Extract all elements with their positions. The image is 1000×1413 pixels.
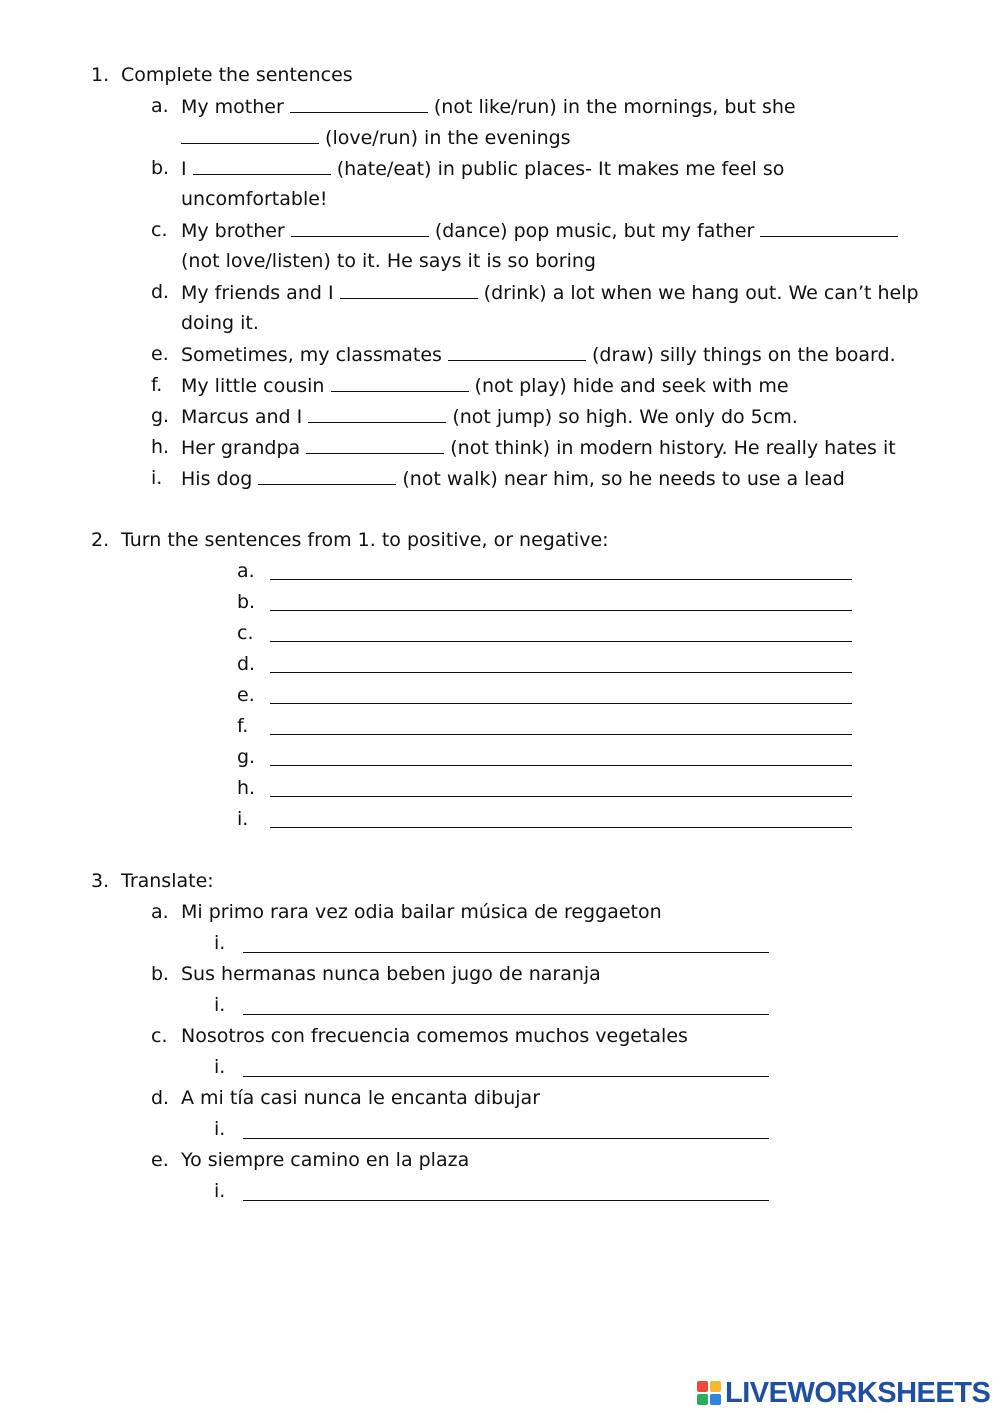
- item-1d-text: (drink) a lot when we hang out. We can’t help: [477, 282, 919, 304]
- item-1c-letter: c.: [151, 219, 168, 241]
- item-1c-line2: (not love/listen) to it. He says it is so boring: [181, 250, 596, 272]
- item-2c-letter: c.: [237, 622, 254, 644]
- item-3d-letter: d.: [151, 1087, 170, 1109]
- answer-blank-1f[interactable]: [331, 372, 469, 392]
- item-1f-letter: f.: [151, 374, 163, 396]
- item-2e-letter: e.: [237, 684, 255, 706]
- item-1d-letter: d.: [151, 281, 170, 303]
- item-3e-text: Yo siempre camino en la plaza: [181, 1149, 470, 1171]
- item-2g-letter: g.: [237, 746, 256, 768]
- item-3c-sub: i.: [214, 1056, 226, 1078]
- section-2-number: 2.: [91, 529, 110, 551]
- liveworksheets-logo: [697, 1373, 990, 1413]
- item-2a-letter: a.: [237, 560, 255, 582]
- answer-blank-1c-2[interactable]: [760, 217, 898, 237]
- item-1i-letter: i.: [151, 467, 163, 489]
- item-1e-letter: e.: [151, 343, 169, 365]
- answer-line-2b[interactable]: [270, 610, 852, 611]
- section-3-number: 3.: [91, 870, 110, 892]
- answer-line-3e[interactable]: [243, 1200, 769, 1201]
- item-1c-text: (dance) pop music, but my father: [428, 220, 761, 242]
- item-1c-text: My brother: [181, 220, 291, 242]
- item-1g-line: [181, 403, 798, 430]
- answer-blank-1d[interactable]: [340, 279, 478, 299]
- answer-line-2e[interactable]: [270, 703, 852, 704]
- item-1i-text: (not walk) near him, so he needs to use a lead: [396, 468, 845, 490]
- item-1d-text: My friends and I: [181, 282, 340, 304]
- answer-line-2h[interactable]: [270, 796, 852, 797]
- item-1b-text: (hate/eat) in public places- It makes me feel so: [330, 158, 785, 180]
- item-1b-line2: uncomfortable!: [181, 188, 328, 210]
- answer-blank-1a-2[interactable]: [181, 124, 319, 144]
- item-2d-letter: d.: [237, 653, 256, 675]
- item-1d-line1: [181, 279, 919, 306]
- item-1e-line: [181, 341, 896, 368]
- answer-blank-1a-1[interactable]: [290, 93, 428, 113]
- answer-line-2c[interactable]: [270, 641, 852, 642]
- item-1c-line1: [181, 217, 898, 244]
- item-1h-line: [181, 434, 896, 461]
- item-1h-text: (not think) in modern history. He really hates it: [444, 437, 896, 459]
- item-1i-text: His dog: [181, 468, 259, 490]
- item-3b-letter: b.: [151, 963, 170, 985]
- item-1a-text: (not like/run) in the mornings, but she: [427, 96, 796, 118]
- section-3-title: Translate:: [121, 870, 214, 892]
- item-3a-letter: a.: [151, 901, 169, 923]
- item-1f-text: My little cousin: [181, 375, 331, 397]
- answer-blank-1g[interactable]: [308, 403, 446, 423]
- item-3c-text: Nosotros con frecuencia comemos muchos vegetales: [181, 1025, 688, 1047]
- item-1a-text: (love/run) in the evenings: [319, 127, 571, 149]
- item-1d-line2: doing it.: [181, 312, 259, 334]
- item-3a-sub: i.: [214, 932, 226, 954]
- section-1-title: Complete the sentences: [121, 64, 353, 86]
- item-3b-sub: i.: [214, 994, 226, 1016]
- answer-line-2g[interactable]: [270, 765, 852, 766]
- item-1b-line1: [181, 155, 784, 182]
- item-1f-text: (not play) hide and seek with me: [468, 375, 789, 397]
- answer-line-2f[interactable]: [270, 734, 852, 735]
- item-1g-letter: g.: [151, 405, 170, 427]
- item-1f-line: [181, 372, 789, 399]
- item-3b-text: Sus hermanas nunca beben jugo de naranja: [181, 963, 601, 985]
- section-2-title: Turn the sentences from 1. to positive, or negative:: [121, 529, 609, 551]
- item-1b-text: I: [181, 158, 193, 180]
- item-1b-letter: b.: [151, 157, 170, 179]
- answer-line-2i[interactable]: [270, 827, 852, 828]
- item-3a-text: Mi primo rara vez odia bailar música de reggaeton: [181, 901, 662, 923]
- item-1g-text: Marcus and I: [181, 406, 309, 428]
- item-3c-letter: c.: [151, 1025, 168, 1047]
- answer-blank-1e[interactable]: [448, 341, 586, 361]
- item-3e-sub: i.: [214, 1180, 226, 1202]
- item-1g-text: (not jump) so high. We only do 5cm.: [446, 406, 798, 428]
- section-1-number: 1.: [91, 64, 110, 86]
- item-1e-text: (draw) silly things on the board.: [585, 344, 896, 366]
- answer-line-2d[interactable]: [270, 672, 852, 673]
- answer-blank-1b[interactable]: [193, 155, 331, 175]
- item-2f-letter: f.: [237, 715, 249, 737]
- answer-blank-1i[interactable]: [258, 465, 396, 485]
- item-2i-letter: i.: [237, 808, 249, 830]
- item-1h-text: Her grandpa: [181, 437, 307, 459]
- item-1a-line1: [181, 93, 796, 120]
- item-1i-line: [181, 465, 845, 492]
- answer-line-3a[interactable]: [243, 952, 769, 953]
- item-1a-text: My mother: [181, 96, 290, 118]
- answer-line-2a[interactable]: [270, 579, 852, 580]
- item-1a-letter: a.: [151, 95, 169, 117]
- item-2b-letter: b.: [237, 591, 256, 613]
- liveworksheets-logo-icon: [697, 1381, 721, 1405]
- answer-blank-1c-1[interactable]: [291, 217, 429, 237]
- item-1h-letter: h.: [151, 436, 170, 458]
- item-2h-letter: h.: [237, 777, 256, 799]
- answer-line-3b[interactable]: [243, 1014, 769, 1015]
- answer-line-3d[interactable]: [243, 1138, 769, 1139]
- item-1e-text: Sometimes, my classmates: [181, 344, 448, 366]
- item-3e-letter: e.: [151, 1149, 169, 1171]
- item-1a-line2: [181, 124, 571, 151]
- answer-blank-1h[interactable]: [306, 434, 444, 454]
- brand-name: LIVEWORKSHEETS: [725, 1376, 991, 1409]
- item-3d-sub: i.: [214, 1118, 226, 1140]
- answer-line-3c[interactable]: [243, 1076, 769, 1077]
- item-3d-text: A mi tía casi nunca le encanta dibujar: [181, 1087, 541, 1109]
